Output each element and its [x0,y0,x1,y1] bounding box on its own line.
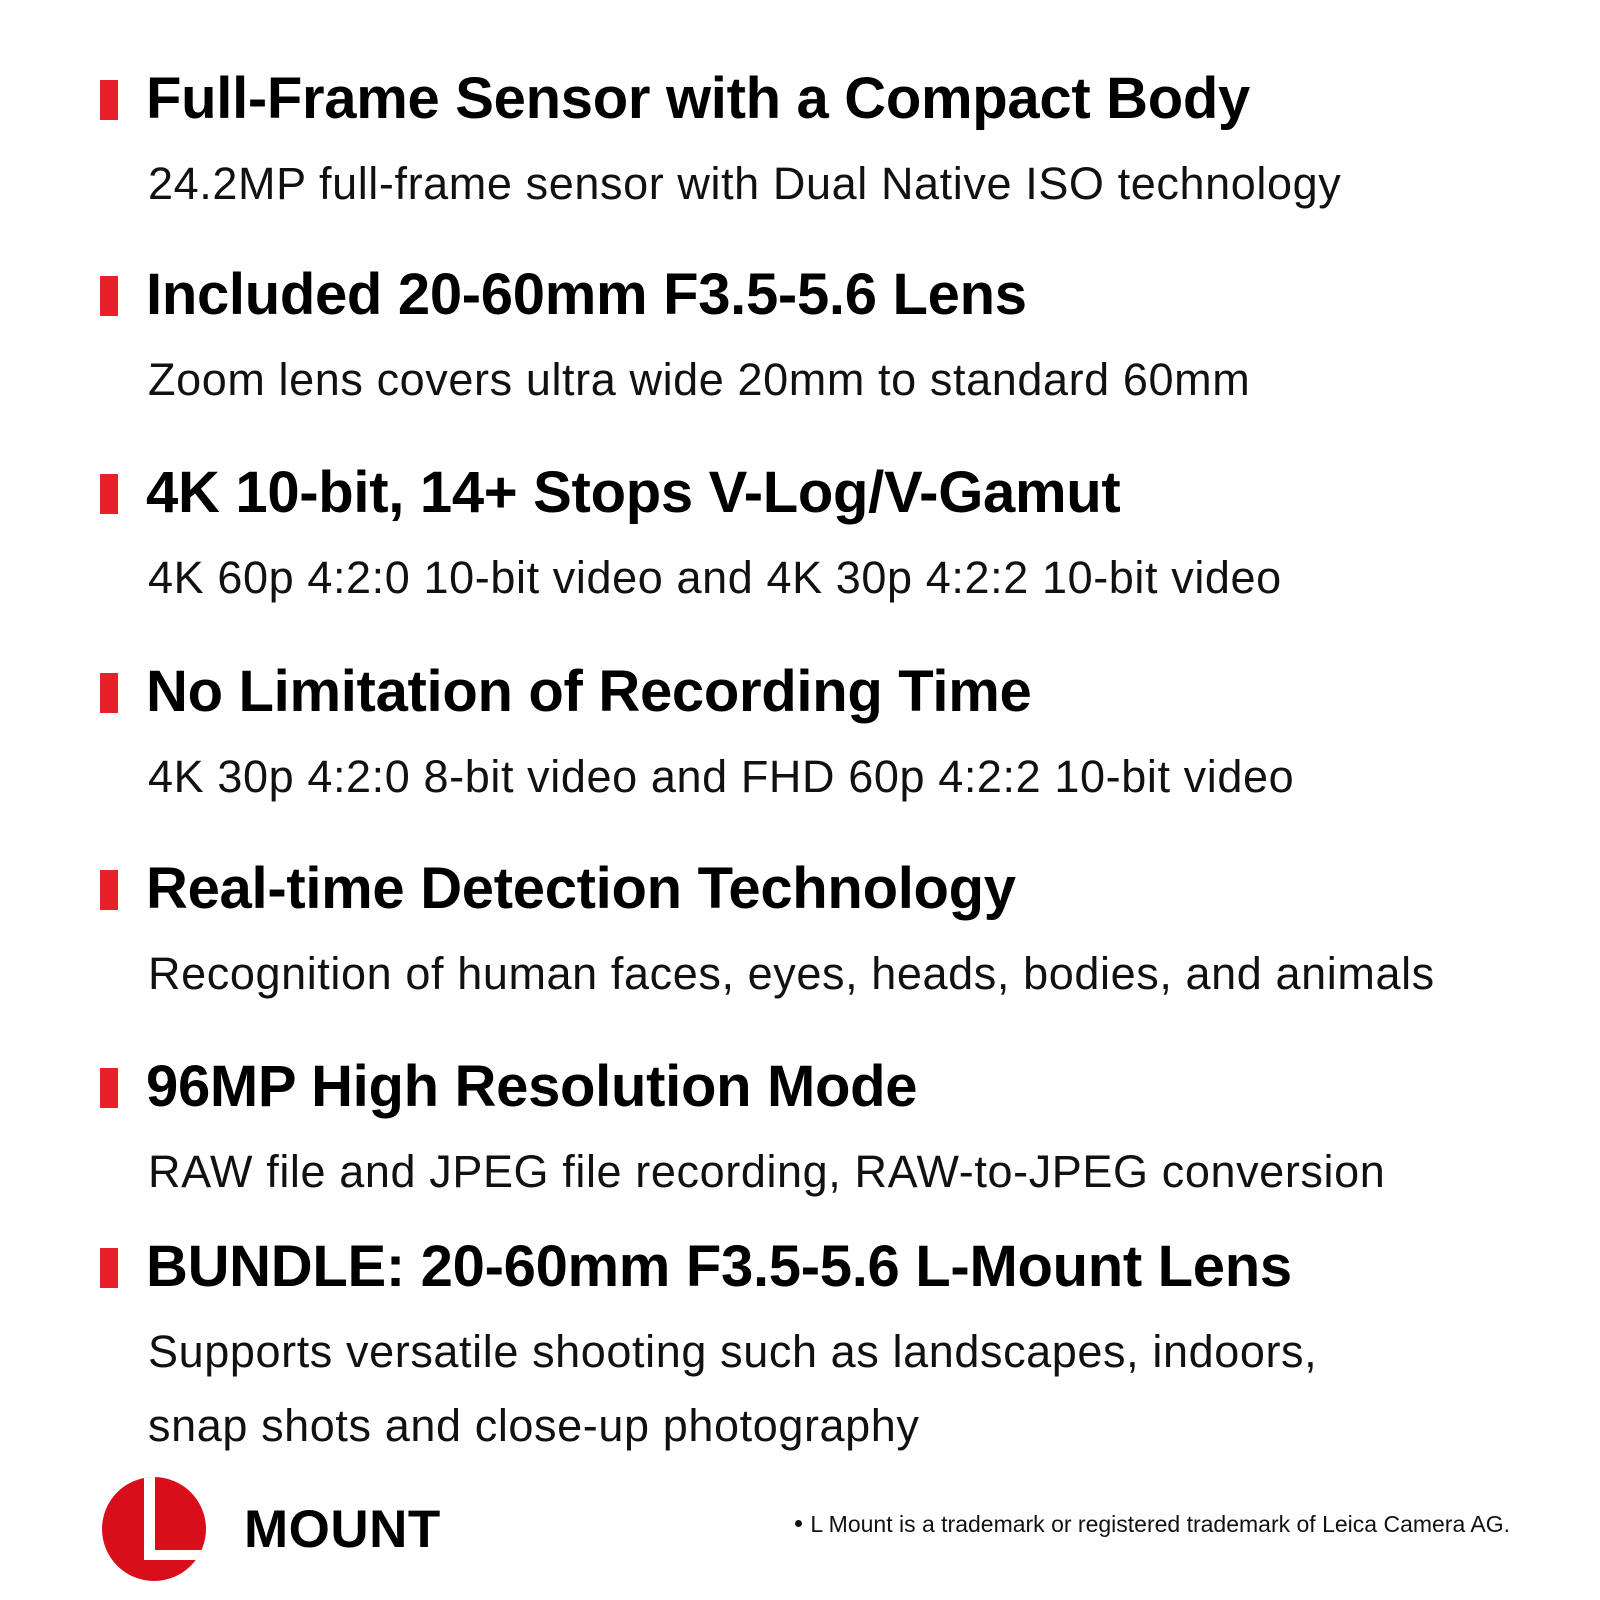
feature-title: 96MP High Resolution Mode [146,1054,918,1119]
red-bullet-icon [100,673,118,713]
red-bullet-icon [100,80,118,120]
feature-title: Real-time Detection Technology [146,856,1016,921]
feature-title: 4K 10-bit, 14+ Stops V-Log/V-Gamut [146,460,1121,525]
mount-logo-label: MOUNT [244,1500,441,1559]
feature-title: Included 20-60mm F3.5-5.6 Lens [146,262,1027,327]
feature-description-line-2: snap shots and close-up photography [148,1400,920,1451]
feature-description-line-1: Supports versatile shooting such as landscapes, indoors, [148,1326,1318,1377]
feature-title: Full-Frame Sensor with a Compact Body [146,66,1250,131]
trademark-footnote [795,1510,1510,1538]
red-bullet-icon [100,1248,118,1288]
feature-description: Recognition of human faces, eyes, heads, bodies, and animals [148,948,1435,999]
red-bullet-icon [100,474,118,514]
feature-title: No Limitation of Recording Time [146,659,1032,724]
red-bullet-icon [100,870,118,910]
footer [0,1470,1600,1600]
l-mount-logo-icon [100,1475,208,1583]
feature-description: 24.2MP full-frame sensor with Dual Native ISO technology [148,158,1342,209]
feature-description: RAW file and JPEG file recording, RAW-to-JPEG conversion [148,1146,1386,1197]
feature-title: BUNDLE: 20-60mm F3.5-5.6 L-Mount Lens [146,1234,1292,1299]
red-bullet-icon [100,276,118,316]
feature-description: 4K 30p 4:2:0 8-bit video and FHD 60p 4:2:2 10-bit video [148,751,1295,802]
feature-description: Zoom lens covers ultra wide 20mm to standard 60mm [148,354,1251,405]
feature-description: 4K 60p 4:2:0 10-bit video and 4K 30p 4:2:2 10-bit video [148,552,1282,603]
trademark-footnote-text: L Mount is a trademark or registered trademark of Leica Camera AG. [810,1511,1510,1537]
red-bullet-icon [100,1068,118,1108]
bullet-dot-icon [795,1520,802,1527]
